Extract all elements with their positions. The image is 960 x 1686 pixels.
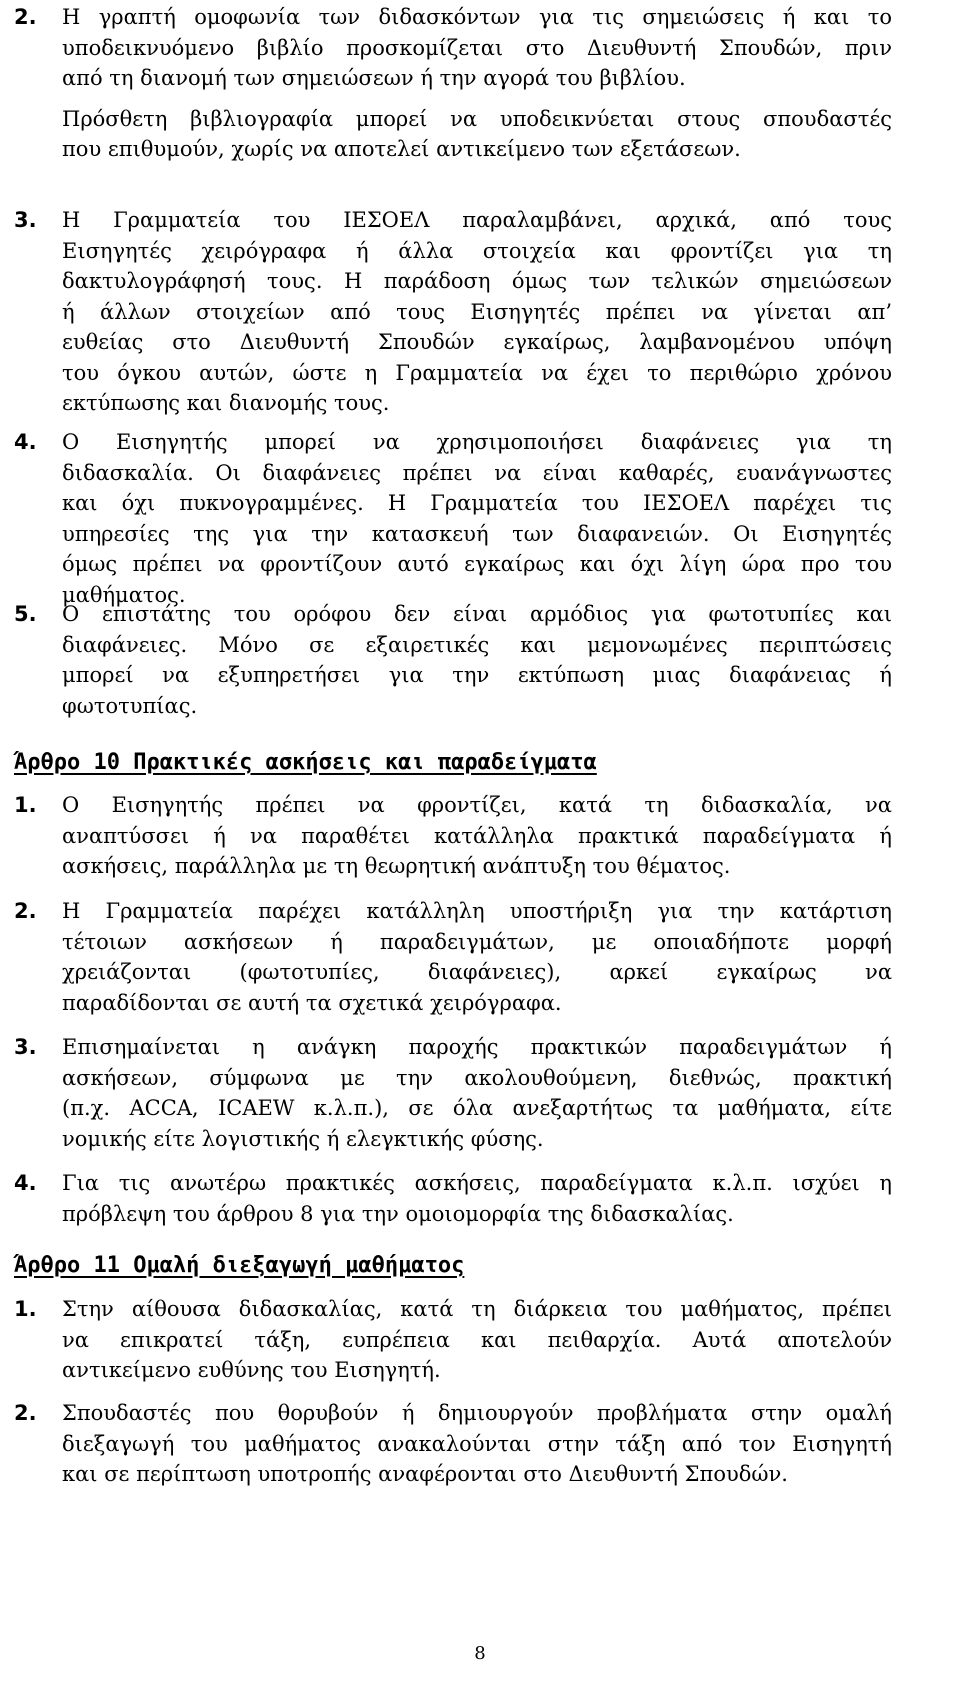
item-number: 4. bbox=[14, 1171, 37, 1195]
list-item bbox=[0, 896, 960, 1018]
text-line: ασκήσεις, παράλληλα με τη θεωρητική ανάπτυξη του θέματος. bbox=[62, 854, 731, 878]
item-number: 2. bbox=[14, 1401, 37, 1425]
article-heading-text: Άρθρο 10 Πρακτικές ασκήσεις και παραδείγματα bbox=[14, 750, 597, 775]
list-item bbox=[0, 599, 960, 721]
list-item bbox=[0, 205, 960, 419]
list-item bbox=[0, 1168, 960, 1229]
text-line: διαφάνειες. Μόνο σε εξαιρετικές και μεμονωμένες περιπτώσεις bbox=[62, 632, 892, 657]
text-line: φωτοτυπίας. bbox=[62, 693, 198, 718]
text-line: Ο επιστάτης του ορόφου δεν είναι αρμόδιος για φωτοτυπίες και bbox=[62, 602, 892, 626]
text-line: νομικής είτε λογιστικής ή ελεγκτικής φύσης. bbox=[62, 1126, 544, 1151]
item-number: 3. bbox=[14, 1035, 37, 1059]
text-line: υποδεικνυόμενο βιβλίο προσκομίζεται στο Διευθυντή Σπουδών, πριν bbox=[62, 35, 892, 60]
text-line: μαθήματος. bbox=[62, 582, 186, 607]
text-line: και όχι πυκνογραμμένες. Η Γραμματεία του ΙΕΣΟΕΛ παρέχει τις bbox=[62, 491, 892, 515]
text-line: Η Γραμματεία παρέχει κατάλληλη υποστήριξη για την κατάρτιση bbox=[62, 899, 892, 923]
text-line: ή άλλων στοιχείων από τους Εισηγητές πρέπει να γίνεται απ’ bbox=[62, 299, 892, 324]
list-item bbox=[0, 427, 960, 610]
text-line: πρόβλεψη του άρθρου 8 για την ομοιομορφία της διδασκαλίας. bbox=[62, 1201, 734, 1226]
text-line: τέτοιων ασκήσεων ή παραδειγμάτων, με οποιαδήποτε μορφή bbox=[62, 929, 892, 954]
text-line: Η γραπτή ομοφωνία των διδασκόντων για τις σημειώσεις ή και το bbox=[62, 5, 892, 29]
item-number: 3. bbox=[14, 208, 37, 232]
text-line: Εισηγητές χειρόγραφα ή άλλα στοιχεία και φροντίζει για τη bbox=[62, 238, 892, 263]
item-number: 4. bbox=[14, 430, 37, 454]
text-line: Πρόσθετη βιβλιογραφία μπορεί να υποδεικνύεται στους σπουδαστές bbox=[62, 106, 892, 131]
text-line: Για τις ανωτέρω πρακτικές ασκήσεις, παραδείγματα κ.λ.π. ισχύει η bbox=[62, 1171, 892, 1195]
item-number: 5. bbox=[14, 602, 37, 626]
list-item bbox=[0, 1294, 960, 1386]
text-line: Ο Εισηγητής πρέπει να φροντίζει, κατά τη διδασκαλία, να bbox=[62, 793, 892, 817]
item-number: 2. bbox=[14, 5, 37, 29]
list-item bbox=[0, 2, 960, 165]
article-heading-text: Άρθρο 11 Ομαλή διεξαγωγή μαθήματος bbox=[14, 1253, 465, 1278]
list-item bbox=[0, 1398, 960, 1490]
text-line: του όγκου αυτών, ώστε η Γραμματεία να έχει το περιθώριο χρόνου bbox=[62, 360, 892, 385]
text-line: Η Γραμματεία του ΙΕΣΟΕΛ παραλαμβάνει, αρχικά, από τους bbox=[62, 208, 892, 232]
list-item bbox=[0, 1032, 960, 1154]
text-line: και σε περίπτωση υποτροπής αναφέρονται στο Διευθυντή Σπουδών. bbox=[62, 1462, 788, 1486]
text-line: αντικείμενο ευθύνης του Εισηγητή. bbox=[62, 1358, 441, 1382]
text-line: ασκήσεων, σύμφωνα με την ακολουθούμενη, διεθνώς, πρακτική bbox=[62, 1065, 892, 1090]
item-number: 1. bbox=[14, 1297, 37, 1321]
text-line: παραδίδονται σε αυτή τα σχετικά χειρόγραφα. bbox=[62, 990, 562, 1015]
text-line: χρειάζονται (φωτοτυπίες, διαφάνειες), αρκεί εγκαίρως να bbox=[62, 960, 892, 984]
list-item bbox=[0, 790, 960, 882]
item-number: 2. bbox=[14, 899, 37, 923]
article-heading bbox=[0, 1251, 464, 1281]
text-line: να επικρατεί τάξη, ευπρέπεια και πειθαρχία. Αυτά αποτελούν bbox=[62, 1327, 892, 1352]
text-line: διεξαγωγή του μαθήματος ανακαλούνται στην τάξη από τον Εισηγητή bbox=[62, 1431, 892, 1456]
text-line: μπορεί να εξυπηρετήσει για την εκτύπωση μιας διαφάνειας ή bbox=[62, 663, 892, 687]
text-line: αναπτύσσει ή να παραθέτει κατάλληλα πρακτικά παραδείγματα ή bbox=[62, 823, 892, 848]
text-line: διδασκαλία. Οι διαφάνειες πρέπει να είναι καθαρές, ευανάγνωστες bbox=[62, 460, 892, 485]
text-line: που επιθυμούν, χωρίς να αποτελεί αντικείμενο των εξετάσεων. bbox=[62, 137, 741, 161]
text-line: Επισημαίνεται η ανάγκη παροχής πρακτικών παραδειγμάτων ή bbox=[62, 1035, 892, 1059]
text-line: Ο Εισηγητής μπορεί να χρησιμοποιήσει διαφάνειες για τη bbox=[62, 430, 892, 454]
article-heading bbox=[0, 748, 597, 778]
text-line: εκτύπωσης και διανομής τους. bbox=[62, 391, 390, 415]
text-line: από τη διανομή των σημειώσεων ή την αγορά του βιβλίου. bbox=[62, 66, 686, 90]
text-line: Σπουδαστές που θορυβούν ή δημιουργούν προβλήματα στην ομαλή bbox=[62, 1401, 892, 1425]
text-line: όμως πρέπει να φροντίζουν αυτό εγκαίρως και όχι λίγη ώρα προ του bbox=[62, 552, 892, 576]
text-line: υπηρεσίες της για την κατασκευή των διαφανειών. Οι Εισηγητές bbox=[62, 521, 892, 546]
text-line: (π.χ. ACCA, ICAEW κ.λ.π.), σε όλα ανεξαρτήτως τα μαθήματα, είτε bbox=[62, 1096, 892, 1120]
page-number: 8 bbox=[474, 1643, 486, 1664]
item-number: 1. bbox=[14, 793, 37, 817]
text-line: Στην αίθουσα διδασκαλίας, κατά τη διάρκεια του μαθήματος, πρέπει bbox=[62, 1297, 892, 1321]
text-line: δακτυλογράφησή τους. Η παράδοση όμως των τελικών σημειώσεων bbox=[62, 269, 892, 293]
text-line: ευθείας στο Διευθυντή Σπουδών εγκαίρως, λαμβανομένου υπόψη bbox=[62, 330, 892, 354]
